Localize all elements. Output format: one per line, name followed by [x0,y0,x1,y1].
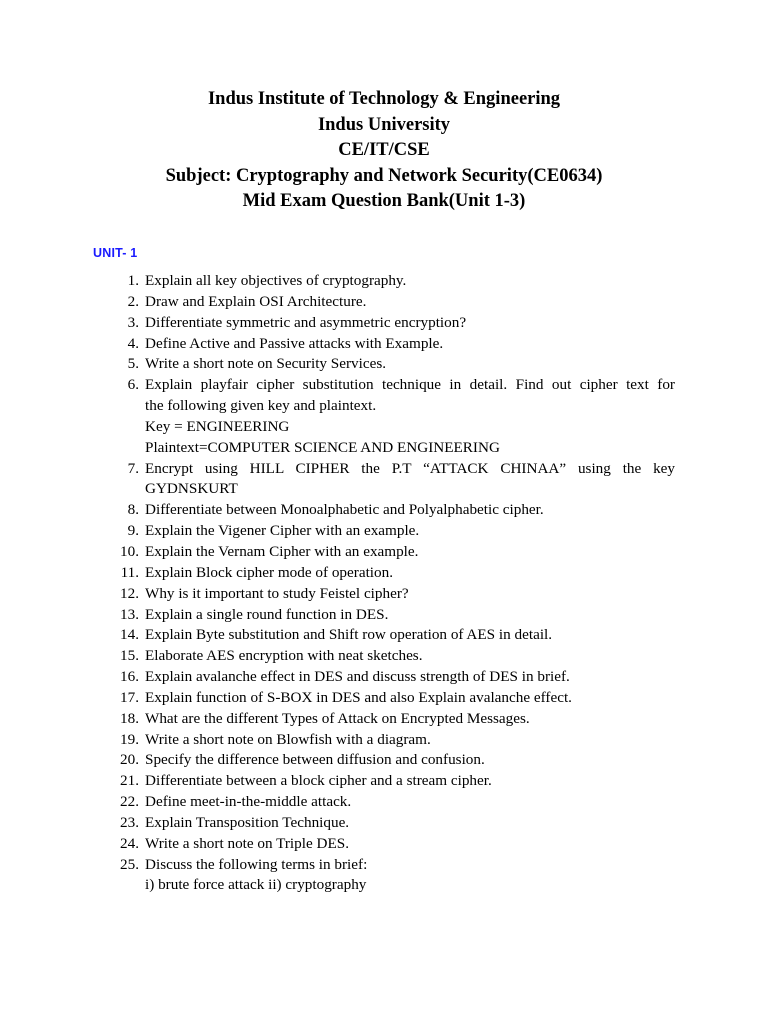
question-item [110,459,675,501]
question-list [110,271,675,896]
question-item [110,605,675,626]
question-text: Explain a single round function in DES. [145,605,389,623]
question-item [110,646,675,667]
question-text: Explain Block cipher mode of operation. [145,563,393,581]
question-detail: Key = ENGINEERING [145,417,290,435]
question-item [110,334,675,355]
question-number: 21. [120,772,139,790]
question-text: Write a short note on Triple DES. [145,834,349,852]
question-text: Explain all key objectives of cryptography. [145,272,407,289]
question-item [110,542,675,563]
question-item [110,292,675,313]
question-item [110,563,675,584]
question-text: Explain playfair cipher substitution technique in detail. Find out cipher text for the following given key and plaintext. Key = ENGINEERING Plaintext=COMPUTER SCIENCE AND ENGINEERING [145,375,675,458]
question-number: 15. [120,647,139,665]
question-item [110,730,675,751]
question-text: Elaborate AES encryption with neat sketches. [145,647,423,665]
question-item [110,271,675,292]
question-detail: Plaintext=COMPUTER SCIENCE AND ENGINEERING [145,438,500,456]
question-number: 3. [127,313,139,331]
question-text: Explain function of S-BOX in DES and also Explain avalanche effect. [145,688,572,706]
question-number: 6. [127,376,139,394]
question-text: Why is it important to study Feistel cipher? [145,584,409,602]
question-number: 17. [120,688,139,706]
question-number: 23. [120,813,139,831]
question-item [110,834,675,855]
question-item [110,375,675,458]
question-number: 1. [127,272,139,289]
question-item [110,813,675,834]
question-text: Explain Byte substitution and Shift row operation of AES in detail. [145,626,553,644]
question-number: 18. [120,709,139,727]
question-text: Encrypt using HILL CIPHER the P.T “ATTACK CHINAA” using the key GYDNSKURT [145,459,675,498]
question-item [110,667,675,688]
question-item [110,855,675,897]
question-number: 9. [127,522,139,540]
question-text: Define Active and Passive attacks with Example. [145,334,444,352]
university-name: Indus University [317,114,451,135]
exam-title: Mid Exam Question Bank(Unit 1-3) [242,191,526,212]
question-number: 10. [120,542,139,560]
question-text: Differentiate between Monoalphabetic and Polyalphabetic cipher. [145,501,544,519]
question-text: Explain Transposition Technique. [145,813,350,831]
question-number: 12. [120,584,139,602]
question-number: 5. [127,355,139,373]
question-number: 24. [120,834,139,852]
question-number: 25. [120,855,139,873]
question-text: What are the different Types of Attack on Encrypted Messages. [145,709,530,727]
question-text: Draw and Explain OSI Architecture. [145,292,367,310]
question-text: Explain avalanche effect in DES and discuss strength of DES in brief. [145,668,570,686]
question-item [110,500,675,521]
question-item [110,354,675,375]
question-text: Differentiate symmetric and asymmetric encryption? [145,313,467,331]
institute-name: Indus Institute of Technology & Engineering [207,89,561,109]
departments: CE/IT/CSE [338,140,430,161]
question-text: Write a short note on Security Services. [145,355,387,373]
question-item [110,771,675,792]
question-number: 22. [120,793,139,811]
question-number: 7. [127,459,139,477]
question-detail: i) brute force attack ii) cryptography [145,876,367,894]
question-number: 14. [120,626,139,644]
subject-title: Subject: Cryptography and Network Security(CE0634) [165,165,603,186]
question-number: 4. [127,334,139,352]
unit-heading: UNIT- 1 [93,246,138,260]
question-item [110,709,675,730]
question-text: Specify the difference between diffusion and confusion. [145,751,485,769]
question-text: Explain the Vigener Cipher with an example. [145,522,420,540]
question-item [110,792,675,813]
document-header [0,87,768,215]
question-item [110,584,675,605]
question-number: 11. [120,563,139,581]
question-item [110,313,675,334]
question-number: 19. [120,730,139,748]
question-text: Explain the Vernam Cipher with an example. [145,542,419,560]
question-number: 2. [127,292,139,310]
question-number: 8. [127,501,139,519]
question-item [110,750,675,771]
question-item [110,688,675,709]
question-item [110,625,675,646]
question-text: Define meet-in-the-middle attack. [145,793,352,811]
question-text: Discuss the following terms in brief: i) brute force attack ii) cryptography [145,855,675,897]
question-number: 16. [120,668,139,686]
question-item [110,521,675,542]
question-text: Differentiate between a block cipher and a stream cipher. [145,772,492,790]
question-text: Write a short note on Blowfish with a diagram. [145,730,431,748]
question-number: 13. [120,605,139,623]
question-number: 20. [120,751,139,769]
